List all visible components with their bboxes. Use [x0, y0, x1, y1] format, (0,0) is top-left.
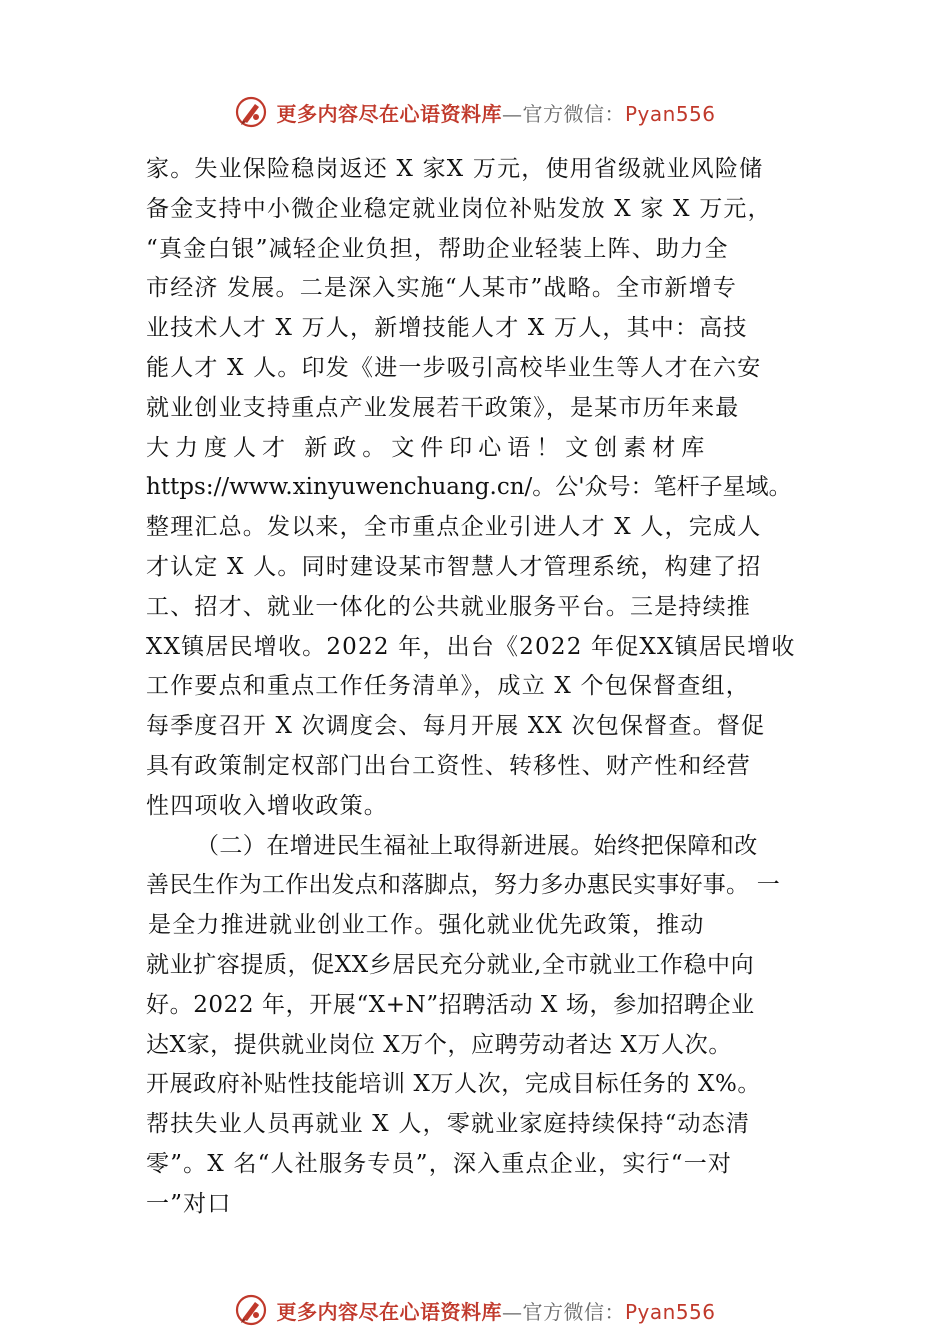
footer-banner-text [276, 1296, 715, 1325]
body-line: 整理汇总。发以来，全市重点企业引进人才 X 人，完成人 [146, 514, 762, 541]
body-line: 家。失业保险稳岗返还 X 家X 万元，使用省级就业风险储 [146, 156, 764, 182]
footer-banner-title: 更多内容尽在心语资料库 [276, 1299, 502, 1324]
header-banner-wechat-id: Pyan556 [624, 101, 716, 126]
body-line-url: https://www.xinyuwenchuang.cn/。公'众号：笔杆子星域。 [146, 474, 792, 501]
body-line: 就业扩容提质，促XX乡居民充分就业,全市就业工作稳中向 [146, 951, 755, 978]
body-line: 善民生作为工作出发点和落脚点，努力多办惠民实事好事。 一 [146, 872, 780, 899]
body-line: 工作要点和重点工作任务清单》，成立 X 个包保督查组， [146, 673, 750, 700]
body-line: 工、招才、就业一体化的公共就业服务平台。三是持续推 [146, 593, 751, 620]
body-line: 性四项收入增收政策。 [146, 792, 388, 819]
body-line: XX镇居民增收。2022 年，出台《2022 年促XX镇居民增收 [146, 633, 796, 660]
footer-banner-wechat-label: 官方微信： [522, 1299, 625, 1324]
body-line: 一”对口 [146, 1190, 232, 1217]
body-line: 市经济 发展。二是深入实施“人某市”战略。全市新增专 [146, 275, 738, 302]
body-line: 零”。X 名“人社服务专员”，深入重点企业，实行“一对 [146, 1150, 733, 1177]
section-heading-line: （二）在增进民生福祉上取得新进展。始终把保障和改 [196, 832, 758, 859]
body-line: 达X家，提供就业岗位 X万个，应聘劳动者达 X万人次。 [146, 1031, 732, 1058]
body-line: 是全力推进就业创业工作。强化就业优先政策，推动 [148, 912, 705, 939]
body-line: 备金支持中小微企业稳定就业岗位补贴发放 X 家 X 万元， [146, 195, 772, 222]
body-line: 能人才 X 人。印发《进一步吸引高校毕业生等人才在六安 [146, 354, 762, 381]
body-line: 业技术人才 X 万人，新增技能人才 X 万人，其中：高技 [146, 315, 748, 342]
header-banner-wechat-label: 官方微信： [522, 101, 625, 126]
footer-banner-dash: — [501, 1299, 523, 1324]
body-line: 好。2022 年，开展“X+N”招聘活动 X 场，参加招聘企业 [146, 991, 755, 1018]
footer-banner-wechat-id: Pyan556 [624, 1299, 716, 1324]
body-line: 就业创业支持重点产业发展若干政策》，是某市历年来最 [146, 394, 740, 421]
footer-banner [0, 1290, 950, 1330]
body-line: 每季度召开 X 次调度会、每月开展 XX 次包保督查。督促 [146, 713, 766, 740]
pen-logo-icon [234, 1293, 268, 1327]
header-banner-dash: — [501, 101, 523, 126]
body-line: 才认定 X 人。同时建设某市智慧人才管理系统，构建了招 [146, 553, 762, 580]
document-body [146, 150, 816, 1225]
header-banner [0, 92, 950, 132]
body-line: 大力度人才 新政。文件印心语！文创素材库 [146, 434, 711, 461]
body-line: 具有政策制定权部门出台工资性、转移性、财产性和经营 [146, 752, 751, 779]
header-banner-text [276, 98, 715, 127]
body-line: “真金白银”减轻企业负担，帮助企业轻装上阵、助力全 [146, 235, 729, 262]
body-line: 帮扶失业人员再就业 X 人，零就业家庭持续保持“动态清 [146, 1111, 751, 1138]
body-line: 开展政府补贴性技能培训 X万人次，完成目标任务的 X%。 [146, 1071, 762, 1098]
header-banner-title: 更多内容尽在心语资料库 [276, 101, 502, 126]
pen-logo-icon [234, 95, 268, 129]
